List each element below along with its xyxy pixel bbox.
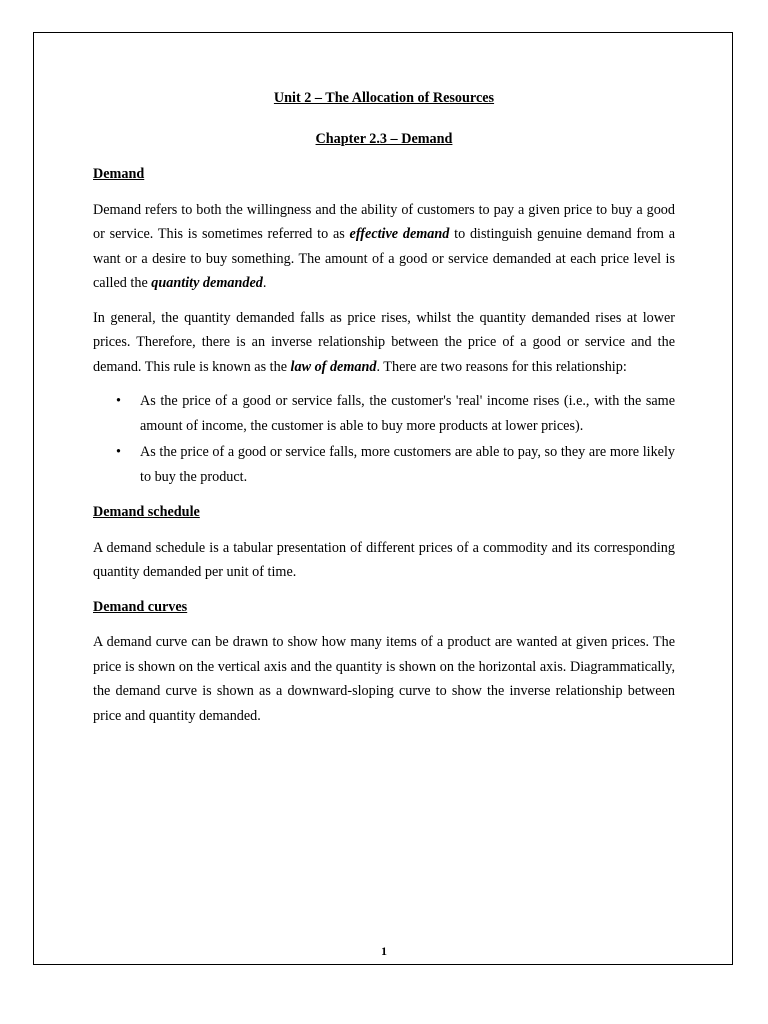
bullet-icon: • [116, 444, 121, 460]
paragraph-demand-definition [93, 198, 675, 296]
list-item [116, 440, 675, 489]
page-number: 1 [381, 944, 387, 958]
paragraph-law-of-demand [93, 306, 675, 380]
paragraph-text: . [262, 275, 267, 291]
heading-demand: Demand [93, 166, 145, 182]
reasons-list [93, 389, 675, 489]
paragraph-text: to distinguish genuine demand from a want or a desire to buy something. The amount of a good or service demanded at each price level is called the [93, 226, 675, 291]
document-body [93, 86, 675, 738]
unit-title: Unit 2 – The Allocation of Resources [273, 90, 495, 106]
paragraph-text: Demand refers to both the willingness and the ability of customers to pay a given price to buy a good or service. This is sometimes referred to as [93, 201, 675, 242]
list-item [116, 389, 675, 438]
list-item-text: As the price of a good or service falls, more customers are able to pay, so they are more likely to buy the product. [140, 444, 675, 485]
list-item-text: As the price of a good or service falls, the customer's 'real' income rises (i.e., with the same amount of income, the customer is able to buy more products at lower prices). [140, 393, 675, 434]
heading-demand-schedule: Demand schedule [93, 504, 200, 520]
paragraph-text: . There are two reasons for this relationship: [376, 358, 627, 375]
heading-demand-curves: Demand curves [93, 598, 188, 615]
term-effective-demand: effective demand [349, 226, 450, 242]
bullet-icon: • [116, 393, 121, 409]
term-law-of-demand: law of demand [290, 358, 377, 375]
term-quantity-demanded: quantity demanded [151, 275, 263, 291]
paragraph-demand-curves: A demand curve can be drawn to show how many items of a product are wanted at given prices. The price is shown on the vertical axis and the quantity is shown on the horizontal axis. Diagrammatically, the demand curve is shown as a downward-sloping curve to show the inverse relationship between price and quantity demanded. [93, 634, 675, 724]
paragraph-demand-schedule: A demand schedule is a tabular presentation of different prices of a commodity and its corresponding quantity demanded per unit of time. [93, 539, 675, 580]
chapter-title: Chapter 2.3 – Demand [315, 130, 453, 147]
paragraph-text: In general, the quantity demanded falls as price rises, whilst the quantity demanded rises at lower prices. Therefore, there is an inverse relationship between the price of a good or service and the demand. This rule is known as the [93, 309, 675, 375]
